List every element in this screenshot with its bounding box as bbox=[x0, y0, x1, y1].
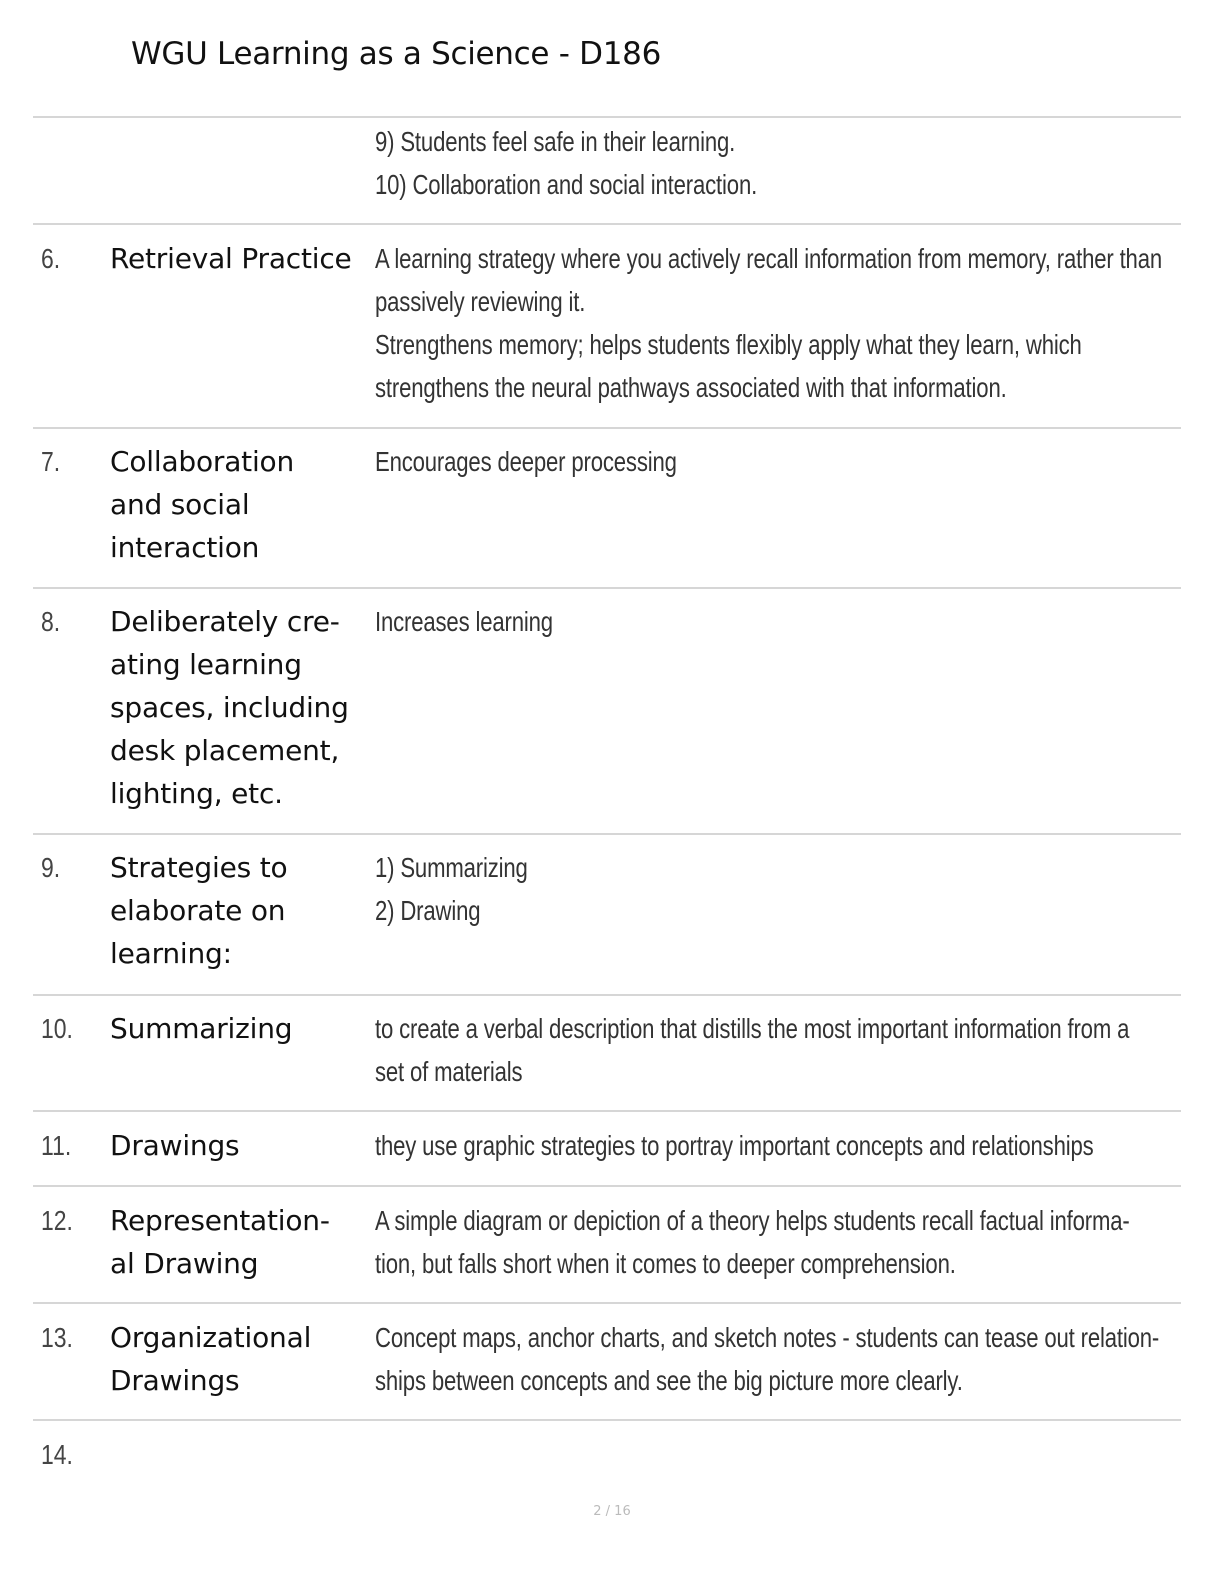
term-line: ating learning bbox=[110, 648, 302, 681]
definition bbox=[375, 846, 1165, 932]
term-line: Strategies to bbox=[110, 851, 288, 884]
definition bbox=[375, 1316, 1165, 1402]
term-line: Organizational bbox=[110, 1321, 312, 1354]
definition-line: A learning strategy where you actively recall information from memory, rather than bbox=[375, 243, 1162, 274]
row-number: 12. bbox=[41, 1205, 73, 1236]
row-number: 9. bbox=[41, 852, 61, 883]
definition-line: set of materials bbox=[375, 1056, 523, 1087]
definition-line: they use graphic strategies to portray important concepts and relationships bbox=[375, 1130, 1094, 1161]
term-line: lighting, etc. bbox=[110, 777, 283, 810]
term bbox=[110, 1007, 368, 1050]
divider bbox=[33, 1302, 1181, 1304]
term bbox=[110, 440, 368, 569]
row-number: 13. bbox=[41, 1322, 73, 1353]
divider bbox=[33, 1185, 1181, 1187]
term-line: al Drawing bbox=[110, 1247, 259, 1280]
term bbox=[110, 1124, 368, 1167]
term-line: Retrieval Practice bbox=[110, 242, 352, 275]
definition-line: 2) Drawing bbox=[375, 895, 481, 926]
row-number: 14. bbox=[41, 1439, 73, 1470]
definition-line: Encourages deeper processing bbox=[375, 446, 677, 477]
definition bbox=[375, 1007, 1165, 1093]
definition bbox=[375, 600, 1165, 643]
definition-line: 1) Summarizing bbox=[375, 852, 528, 883]
row-number: 6. bbox=[41, 243, 61, 274]
term bbox=[110, 1199, 368, 1285]
term bbox=[110, 600, 368, 815]
term-line: Representation- bbox=[110, 1204, 330, 1237]
term-line: elaborate on bbox=[110, 894, 286, 927]
term-line: spaces, including bbox=[110, 691, 349, 724]
divider bbox=[33, 833, 1181, 835]
term-line: desk placement, bbox=[110, 734, 340, 767]
page-title: WGU Learning as a Science - D186 bbox=[131, 36, 662, 72]
continued-line: 9) Students feel safe in their learning. bbox=[375, 126, 736, 157]
divider bbox=[33, 116, 1181, 118]
definition-line: ships between concepts and see the big picture more clearly. bbox=[375, 1365, 963, 1396]
term-line: and social bbox=[110, 488, 250, 521]
term-line: learning: bbox=[110, 937, 232, 970]
definition-line: strengthens the neural pathways associated with that information. bbox=[375, 372, 1007, 403]
term bbox=[110, 1316, 368, 1402]
definition-line: Strengthens memory; helps students flexibly apply what they learn, which bbox=[375, 329, 1082, 360]
row-number: 11. bbox=[41, 1130, 72, 1161]
term-line: Drawings bbox=[110, 1364, 240, 1397]
definition-line: Increases learning bbox=[375, 606, 553, 637]
definition-line: passively reviewing it. bbox=[375, 286, 586, 317]
term-line: Deliberately cre- bbox=[110, 605, 340, 638]
definition bbox=[375, 1199, 1165, 1285]
term bbox=[110, 237, 368, 280]
row-number: 7. bbox=[41, 446, 61, 477]
definition-line: A simple diagram or depiction of a theory helps students recall factual informa- bbox=[375, 1205, 1130, 1236]
continued-line: 10) Collaboration and social interaction. bbox=[375, 169, 758, 200]
definition-line: Concept maps, anchor charts, and sketch notes - students can tease out relation- bbox=[375, 1322, 1160, 1353]
definition-line: to create a verbal description that distills the most important information from a bbox=[375, 1013, 1130, 1044]
divider bbox=[33, 427, 1181, 429]
row-number: 8. bbox=[41, 606, 61, 637]
definition bbox=[375, 237, 1165, 409]
divider bbox=[33, 223, 1181, 225]
term-line: Drawings bbox=[110, 1129, 240, 1162]
divider bbox=[33, 587, 1181, 589]
continued-definition bbox=[375, 120, 1165, 206]
definition bbox=[375, 440, 1165, 483]
divider bbox=[33, 994, 1181, 996]
term bbox=[110, 846, 368, 975]
term-line: Collaboration bbox=[110, 445, 295, 478]
definition bbox=[375, 1124, 1165, 1167]
row-number: 10. bbox=[41, 1013, 73, 1044]
divider bbox=[33, 1110, 1181, 1112]
divider bbox=[33, 1419, 1181, 1421]
term-line: Summarizing bbox=[110, 1012, 293, 1045]
definition-line: tion, but falls short when it comes to deeper comprehension. bbox=[375, 1248, 956, 1279]
page-indicator: 2 / 16 bbox=[593, 1504, 631, 1519]
term-line: interaction bbox=[110, 531, 260, 564]
